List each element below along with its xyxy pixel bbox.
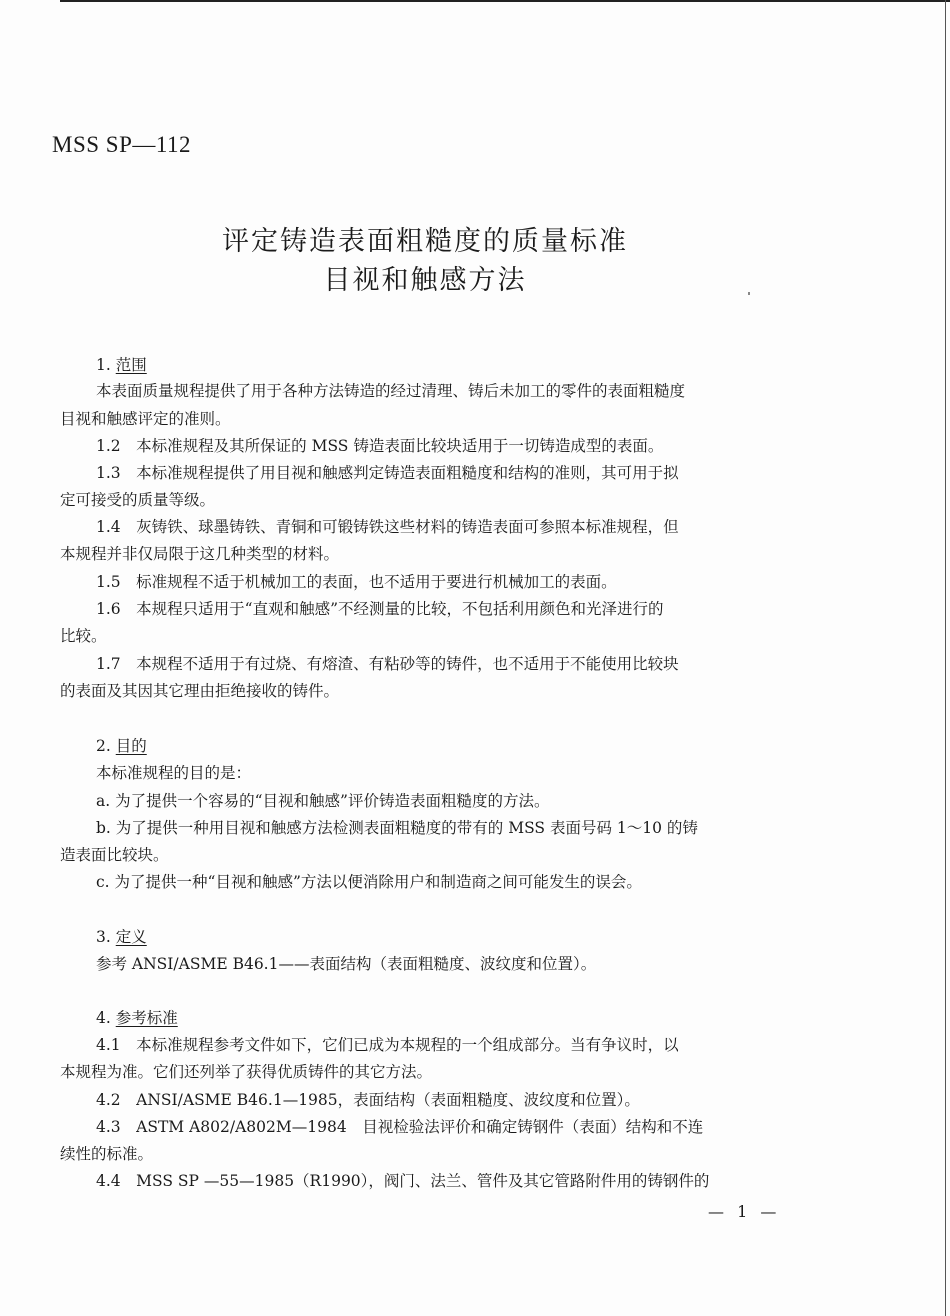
section-number: 1. xyxy=(96,356,111,374)
paragraph-line: 1.7 本规程不适用于有过烧、有熔渣、有粘砂等的铸件，也不适用于不能使用比较块 xyxy=(96,655,679,673)
section-title: 定义 xyxy=(115,928,147,946)
section-title: 参考标准 xyxy=(115,1009,178,1027)
list-item-b-cont: 造表面比较块。 xyxy=(60,846,169,864)
list-item-b: b. 为了提供一种用目视和触感方法检测表面粗糙度的带有的 MSS 表面号码 1～10 的铸 xyxy=(96,819,698,837)
paragraph-line: 1.6 本规程只适用于“直观和触感”不经测量的比较，不包括利用颜色和光泽进行的 xyxy=(96,600,664,618)
paragraph-line: 1.3 本标准规程提供了用目视和触感判定铸造表面粗糙度和结构的准则，其可用于拟 xyxy=(96,464,679,482)
section-3-heading xyxy=(96,927,147,947)
scan-edge-right xyxy=(945,0,946,1316)
paragraph-line: 本表面质量规程提供了用于各种方法铸造的经过清理、铸后未加工的零件的表面粗糙度 xyxy=(96,382,686,400)
list-item-c: c. 为了提供一种“目视和触感”方法以便消除用户和制造商之间可能发生的误会。 xyxy=(96,873,642,891)
document-code: MSS SP—112 xyxy=(52,132,192,157)
paragraph-line: 4.1 本标准规程参考文件如下，它们已成为本规程的一个组成部分。当有争议时，以 xyxy=(96,1036,679,1054)
paragraph-line: 1.2 本标准规程及其所保证的 MSS 铸造表面比较块适用于一切铸造成型的表面。 xyxy=(96,437,664,455)
title-line-2: 目视和触感方法 xyxy=(323,265,527,296)
list-item-a: a. 为了提供一个容易的“目视和触感”评价铸造表面粗糙度的方法。 xyxy=(96,792,550,810)
section-title: 范围 xyxy=(115,356,147,374)
paragraph-line: 续性的标准。 xyxy=(60,1145,154,1163)
scan-edge-top xyxy=(60,0,950,2)
paragraph-line: 4.4 MSS SP —55—1985（R1990），阀门、法兰、管件及其它管路附件用的铸钢件的 xyxy=(96,1172,710,1190)
title-line-1: 评定铸造表面粗糙度的质量标准 xyxy=(222,226,628,257)
paragraph-line: 目视和触感评定的准则。 xyxy=(60,410,231,428)
paragraph-line: 4.3 ASTM A802/A802M—1984 目视检验法评价和确定铸钢件（表面）结构和不连 xyxy=(96,1118,704,1136)
section-2-heading xyxy=(96,736,147,756)
section-4-heading xyxy=(96,1008,178,1028)
paragraph-line: 1.4 灰铸铁、球墨铸铁、青铜和可锻铸铁这些材料的铸造表面可参照本标准规程，但 xyxy=(96,518,679,536)
paragraph-line: 本规程并非仅局限于这几种类型的材料。 xyxy=(60,545,340,563)
paragraph-line: 比较。 xyxy=(60,627,107,645)
page-number: — 1 — xyxy=(708,1202,781,1221)
paragraph-line: 的表面及其因其它理由拒绝接收的铸件。 xyxy=(60,682,340,700)
paragraph-line: 参考 ANSI/ASME B46.1——表面结构（表面粗糙度、波纹度和位置）。 xyxy=(96,955,597,973)
section-number: 3. xyxy=(96,928,111,946)
paragraph-line: 定可接受的质量等级。 xyxy=(60,491,216,509)
paragraph-line: 4.2 ANSI/ASME B46.1—1985，表面结构（表面粗糙度、波纹度和位置）。 xyxy=(96,1091,640,1109)
paragraph-line: 本规程为准。它们还列举了获得优质铸件的其它方法。 xyxy=(60,1063,433,1081)
section-number: 4. xyxy=(96,1009,111,1027)
paragraph-line: 1.5 标准规程不适于机械加工的表面，也不适用于要进行机械加工的表面。 xyxy=(96,573,617,591)
paragraph-line: 本标准规程的目的是： xyxy=(96,764,252,782)
section-number: 2. xyxy=(96,737,111,755)
scan-speck xyxy=(748,292,750,295)
section-title: 目的 xyxy=(115,737,147,755)
section-1-heading xyxy=(96,355,147,375)
